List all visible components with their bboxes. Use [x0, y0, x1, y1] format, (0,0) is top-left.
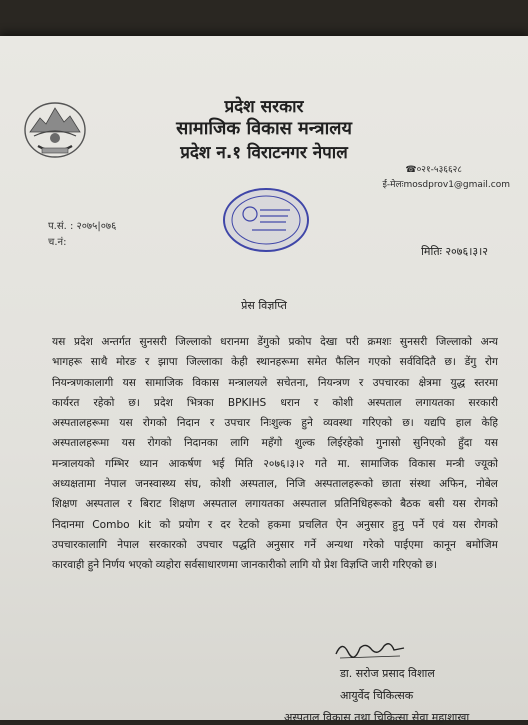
signatory-name: डा. सरोज प्रसाद विशाल — [340, 667, 435, 680]
header-government: प्रदेश सरकार — [224, 97, 304, 117]
signatory-department: अस्पताल विकास तथा चिकित्सा सेवा महाशाखा — [284, 711, 470, 724]
signatory-title: आयुर्वेद चिकित्सक — [340, 689, 414, 702]
reference-number: प.सं. : २०७५|०७६ — [48, 221, 117, 232]
press-release-title: प्रेस विज्ञप्ति — [241, 299, 287, 312]
press-release-body — [52, 332, 498, 576]
body-line: भागहरू साथै मोरङ र झापा जिल्लाका केही स्थानहरूमा समेत फैलिन गएको सर्वविदितै छ। डेंगु रोग — [52, 356, 498, 369]
body-line: उपचारकालागि नेपाल सरकारको उपचार पद्धति अनुसार गर्ने अन्यथा गरेको पाईएमा कानून बमोजिम — [52, 538, 498, 551]
body-line: नियन्त्रणकालागी यस सामाजिक विकास मन्त्रालयले सचेतना, नियन्त्रण र उपचारका क्षेत्रमा युद्ध स्तरमा — [52, 376, 498, 389]
header-ministry: सामाजिक विकास मन्त्रालय — [176, 118, 352, 139]
dispatch-number: च.नं: — [48, 237, 67, 248]
body-line: अस्पतालहरूमा यस रोगको निदान र उपचार निःशुल्क हुने व्यवस्था गरिएको छ। यद्यपि हाल केहि — [52, 417, 498, 430]
issue-date: मितिः २०७६।३।२ — [421, 245, 488, 258]
letter-paper — [0, 36, 528, 724]
body-line: मन्त्रालयको गम्भिर ध्यान आकर्षण भई मिति २०७६।३।२ गते मा. सामाजिक विकास मन्त्री ज्यूको — [52, 457, 498, 470]
body-line: अस्पतालहरूमा यस रोगको निदानका लागि महँगो शुल्क लिईरहेको गुनासो सुनिएको हुँदा यस — [52, 437, 498, 450]
handwritten-signature-icon — [330, 636, 410, 662]
body-line: निदानमा Combo kit को प्रयोग र दर रेटको हकमा प्रचलित ऐन अनुसार हुनु पर्ने एवं यस रोगको — [52, 518, 498, 531]
official-stamp — [220, 184, 312, 256]
body-line: कारवाही हुने निर्णय भएको व्यहोरा सर्वसाधारणमा जानकारीको लागि यो प्रेश विज्ञप्ति जारी गरिएको छ। — [52, 559, 438, 572]
phone-number: ☎०२१-५३६६२८ — [405, 165, 462, 175]
body-line: यस प्रदेश अन्तर्गत सुनसरी जिल्लाको धरानमा डेंगुको प्रकोप देखा परी क्रमशः सुनसरी जिल्लाको अन्य — [52, 336, 498, 348]
body-line: अध्यक्षतामा नेपाल जनस्वास्थ्य संघ, कोशी अस्पताल, निजि अस्पतालहरूको छाता संस्था अफिन, नोबेल — [52, 478, 498, 491]
email-address: ई-मेलःmosdprov1@gmail.com — [382, 180, 510, 190]
body-line: शिक्षण अस्पताल र बिराट शिक्षण अस्पताल लगायतका अस्पताल प्रतिनिधिहरूको बैठक बसी यस रोगको — [52, 498, 498, 511]
header-province: प्रदेश न.१ विराटनगर नेपाल — [180, 143, 348, 163]
body-line: कार्यरत रहेको छ। प्रदेश भित्रका BPKIHS धरान र कोशी अस्पताल लगायतका सरकारी — [52, 396, 498, 409]
